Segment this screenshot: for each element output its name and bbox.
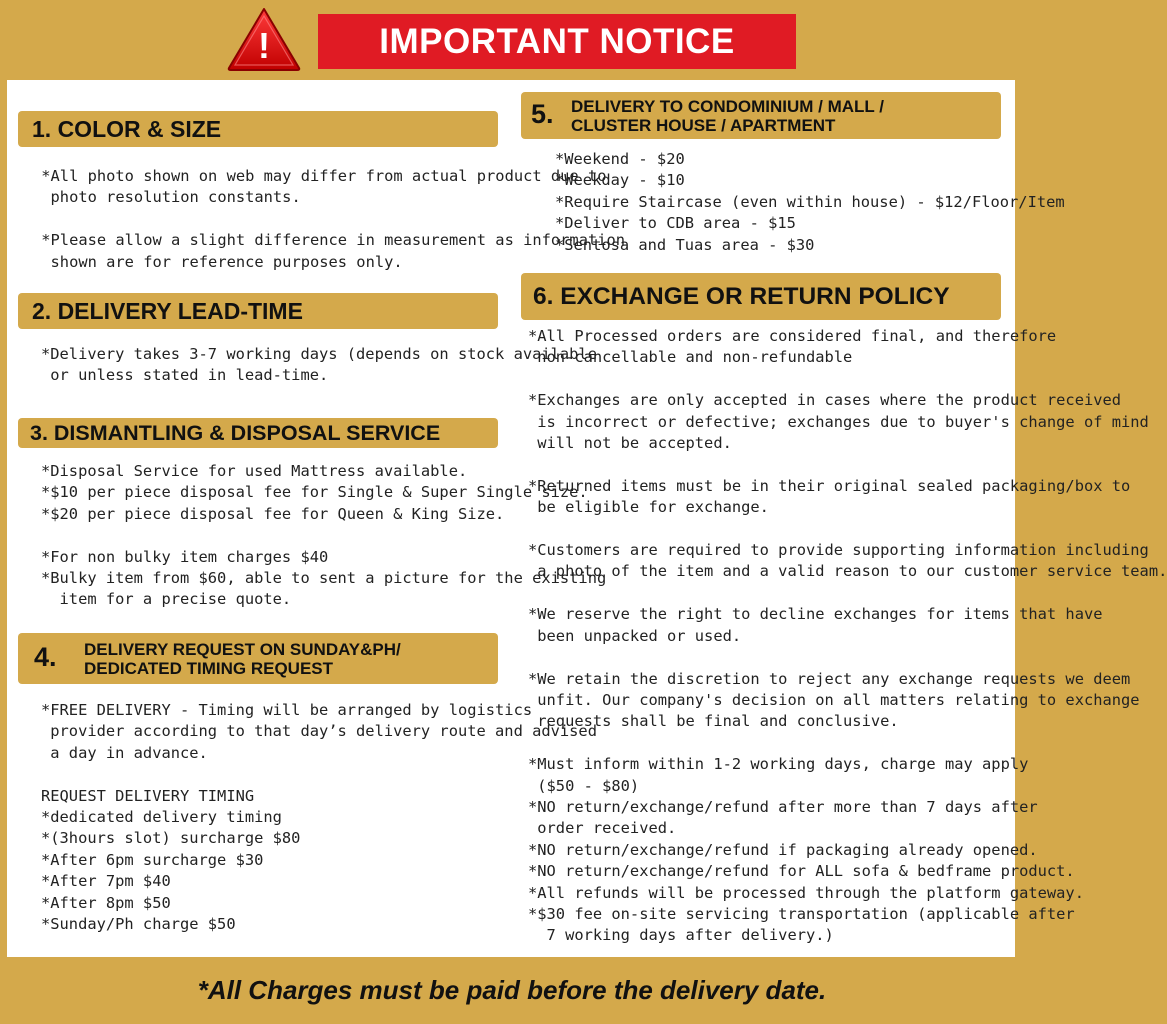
section-1-body: *All photo shown on web may differ from actual product due to photo resolution constants. *Please allow a slight difference in measurement as information shown are for reference purposes only.	[41, 167, 626, 271]
warning-triangle-icon	[226, 6, 302, 72]
section-4-heading-line-1: DELIVERY REQUEST ON SUNDAY&PH/	[84, 640, 401, 659]
section-1-header	[18, 111, 498, 147]
section-3-header	[18, 418, 498, 448]
section-6-header	[521, 273, 1001, 320]
footer-note: *All Charges must be paid before the delivery date.	[197, 975, 827, 1005]
section-4-header	[18, 633, 498, 684]
svg-text:!: !	[258, 25, 270, 66]
section-1-heading: 1. COLOR & SIZE	[32, 116, 222, 142]
section-3-heading: 3. DISMANTLING & DISPOSAL SERVICE	[30, 421, 441, 445]
section-4-heading	[84, 640, 401, 678]
section-2-header	[18, 293, 498, 329]
section-4-body: *FREE DELIVERY - Timing will be arranged by logistics provider according to that day’s delivery route and advised a day in advance. REQUEST DELIVERY TIMING *dedicated delivery timing *(3hours slot) surcharge $80 *After 6pm surcharge $30 *After 7pm $40 *After 8pm $50 *Sunday/Ph charge $50	[41, 701, 597, 934]
section-5-heading	[571, 97, 884, 135]
section-2-heading: 2. DELIVERY LEAD-TIME	[32, 298, 303, 324]
page-title: IMPORTANT NOTICE	[318, 14, 796, 69]
section-5-body: *Weekend - $20 *Weekday - $10 *Require Staircase (even within house) - $12/Floor/Item *Deliver to CDB area - $15 *Sentosa and Tuas area - $30	[555, 150, 1065, 254]
section-5-header	[521, 92, 1001, 139]
section-6-heading: 6. EXCHANGE OR RETURN POLICY	[533, 283, 950, 310]
section-4-number: 4.	[34, 642, 57, 672]
section-4-heading-line-2: DEDICATED TIMING REQUEST	[84, 659, 334, 678]
section-5-heading-line-2: CLUSTER HOUSE / APARTMENT	[571, 116, 836, 135]
section-5-number: 5.	[531, 99, 554, 129]
section-3-body: *Disposal Service for used Mattress available. *$10 per piece disposal fee for Single & Super Single size. *$20 per piece disposal fee for Queen & King Size. *For non bulky item charges $40 *Bulky item from $60, able to sent a picture for the existing item for a precise quote.	[41, 462, 607, 609]
section-5-heading-line-1: DELIVERY TO CONDOMINIUM / MALL /	[571, 97, 884, 116]
section-6-body: *All Processed orders are considered final, and therefore non-cancellable and non-refundable *Exchanges are only accepted in cases where the product received is incorrect or defective; exchanges due to buyer's change of mind will not be accepted. *Returned items must be in their original sealed packaging/box to be eligible for exchange. *Customers are required to provide supporting information including a photo of the item and a valid reason to our customer service team. *We reserve the right to decline exchanges for items that have been unpacked or used. *We retain the discretion to reject any exchange requests we deem unfit. Our company's decision on all matters relating to exchange requests shall be final and conclusive. *Must inform within 1-2 working days, charge may apply ($50 - $80) *NO return/exchange/refund after more than 7 days after order received. *NO return/exchange/refund if packaging already opened. *NO return/exchange/refund for ALL sofa & bedframe product. *All refunds will be processed through the platform gateway. *$30 fee on-site servicing transportation (applicable after 7 working days after delivery.)	[528, 327, 1167, 945]
section-2-body: *Delivery takes 3-7 working days (depends on stock available or unless stated in lead-time.	[41, 345, 597, 385]
